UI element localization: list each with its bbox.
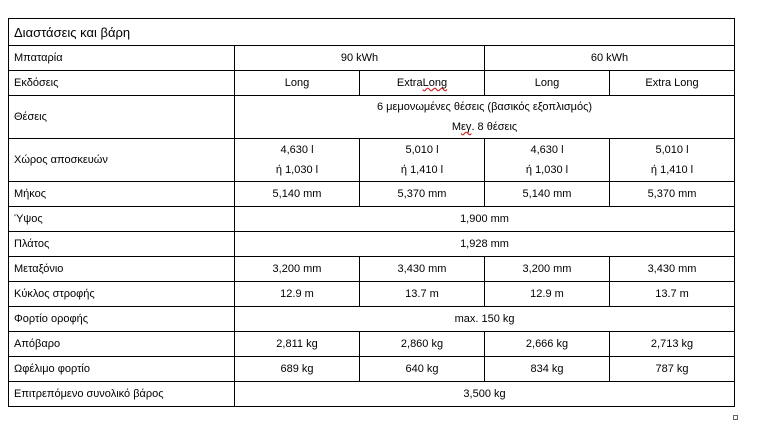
row-label-gross: Επιτρεπόμενο συνολικό βάρος	[9, 382, 235, 407]
table-row-turning	[9, 282, 735, 307]
table-row-tare	[9, 332, 735, 357]
row-label-height: Ύψος	[9, 207, 235, 232]
table-resize-handle[interactable]	[733, 415, 738, 420]
table-row-width	[9, 232, 735, 257]
table-row-length	[9, 182, 735, 207]
luggage-2-bottom: ή 1,410 l	[400, 164, 444, 176]
length-1: 5,140 mm	[235, 182, 360, 207]
row-label-seats: Θέσεις	[9, 96, 235, 139]
tare-1: 2,811 kg	[235, 332, 360, 357]
table-row-seats	[9, 96, 735, 139]
height-value: 1,900 mm	[235, 207, 735, 232]
payload-1: 689 kg	[235, 357, 360, 382]
row-label-battery: Μπαταρία	[9, 46, 235, 71]
turning-4: 13.7 m	[610, 282, 735, 307]
row-label-versions: Εκδόσεις	[9, 71, 235, 96]
payload-4: 787 kg	[610, 357, 735, 382]
version-2	[360, 71, 485, 96]
row-label-luggage: Χώρος αποσκευών	[9, 139, 235, 182]
version-1: Long	[235, 71, 360, 96]
wheelbase-3: 3,200 mm	[485, 257, 610, 282]
table-title: Διαστάσεις και βάρη	[9, 19, 735, 46]
wheelbase-2: 3,430 mm	[360, 257, 485, 282]
table-row-roofload	[9, 307, 735, 332]
luggage-2-top: 5,010 l	[405, 144, 439, 156]
payload-3: 834 kg	[485, 357, 610, 382]
table-row-luggage	[9, 139, 735, 182]
luggage-3-top: 4,630 l	[530, 144, 564, 156]
luggage-cell-4	[610, 139, 735, 182]
row-label-tare: Απόβαρο	[9, 332, 235, 357]
payload-2: 640 kg	[360, 357, 485, 382]
luggage-cell-2	[360, 139, 485, 182]
version-3: Long	[485, 71, 610, 96]
seats-value	[235, 96, 735, 139]
table-row-wheelbase	[9, 257, 735, 282]
wheelbase-4: 3,430 mm	[610, 257, 735, 282]
table-row-battery	[9, 46, 735, 71]
width-value: 1,928 mm	[235, 232, 735, 257]
table-row-gross	[9, 382, 735, 407]
table-row-versions	[9, 71, 735, 96]
turning-1: 12.9 m	[235, 282, 360, 307]
luggage-cell-1	[235, 139, 360, 182]
battery-60kwh: 60 kWh	[485, 46, 735, 71]
luggage-cell-3	[485, 139, 610, 182]
luggage-4-bottom: ή 1,410 l	[650, 164, 694, 176]
seats-max	[452, 117, 517, 137]
table-row-height	[9, 207, 735, 232]
row-label-roofload: Φορτίο οροφής	[9, 307, 235, 332]
row-label-turning: Κύκλος στροφής	[9, 282, 235, 307]
spec-table-container	[8, 18, 734, 407]
row-label-wheelbase: Μεταξόνιο	[9, 257, 235, 282]
row-label-width: Πλάτος	[9, 232, 235, 257]
turning-3: 12.9 m	[485, 282, 610, 307]
turning-2: 13.7 m	[360, 282, 485, 307]
seats-max-suffix: . 8 θέσεις	[471, 121, 518, 133]
tare-4: 2,713 kg	[610, 332, 735, 357]
table-title-row	[9, 19, 735, 46]
row-label-payload: Ωφέλιμο φορτίο	[9, 357, 235, 382]
version-4: Extra Long	[610, 71, 735, 96]
tare-2: 2,860 kg	[360, 332, 485, 357]
wheelbase-1: 3,200 mm	[235, 257, 360, 282]
dimensions-weights-table	[8, 18, 735, 407]
luggage-4-top: 5,010 l	[655, 144, 689, 156]
luggage-3-bottom: ή 1,030 l	[525, 164, 569, 176]
seats-standard: 6 μεμονωμένες θέσεις (βασικός εξοπλισμός)	[376, 101, 593, 113]
row-label-length: Μήκος	[9, 182, 235, 207]
gross-value: 3,500 kg	[235, 382, 735, 407]
luggage-1-top: 4,630 l	[280, 144, 314, 156]
version-2-suffix: Long	[422, 77, 448, 89]
length-4: 5,370 mm	[610, 182, 735, 207]
roofload-value: max. 150 kg	[235, 307, 735, 332]
version-2-prefix: Extra	[396, 77, 423, 89]
table-row-payload	[9, 357, 735, 382]
luggage-1-bottom: ή 1,030 l	[275, 164, 319, 176]
length-2: 5,370 mm	[360, 182, 485, 207]
seats-max-wavy: εγ	[461, 121, 472, 133]
length-3: 5,140 mm	[485, 182, 610, 207]
seats-max-prefix: Μ	[451, 121, 462, 133]
battery-90kwh: 90 kWh	[235, 46, 485, 71]
tare-3: 2,666 kg	[485, 332, 610, 357]
